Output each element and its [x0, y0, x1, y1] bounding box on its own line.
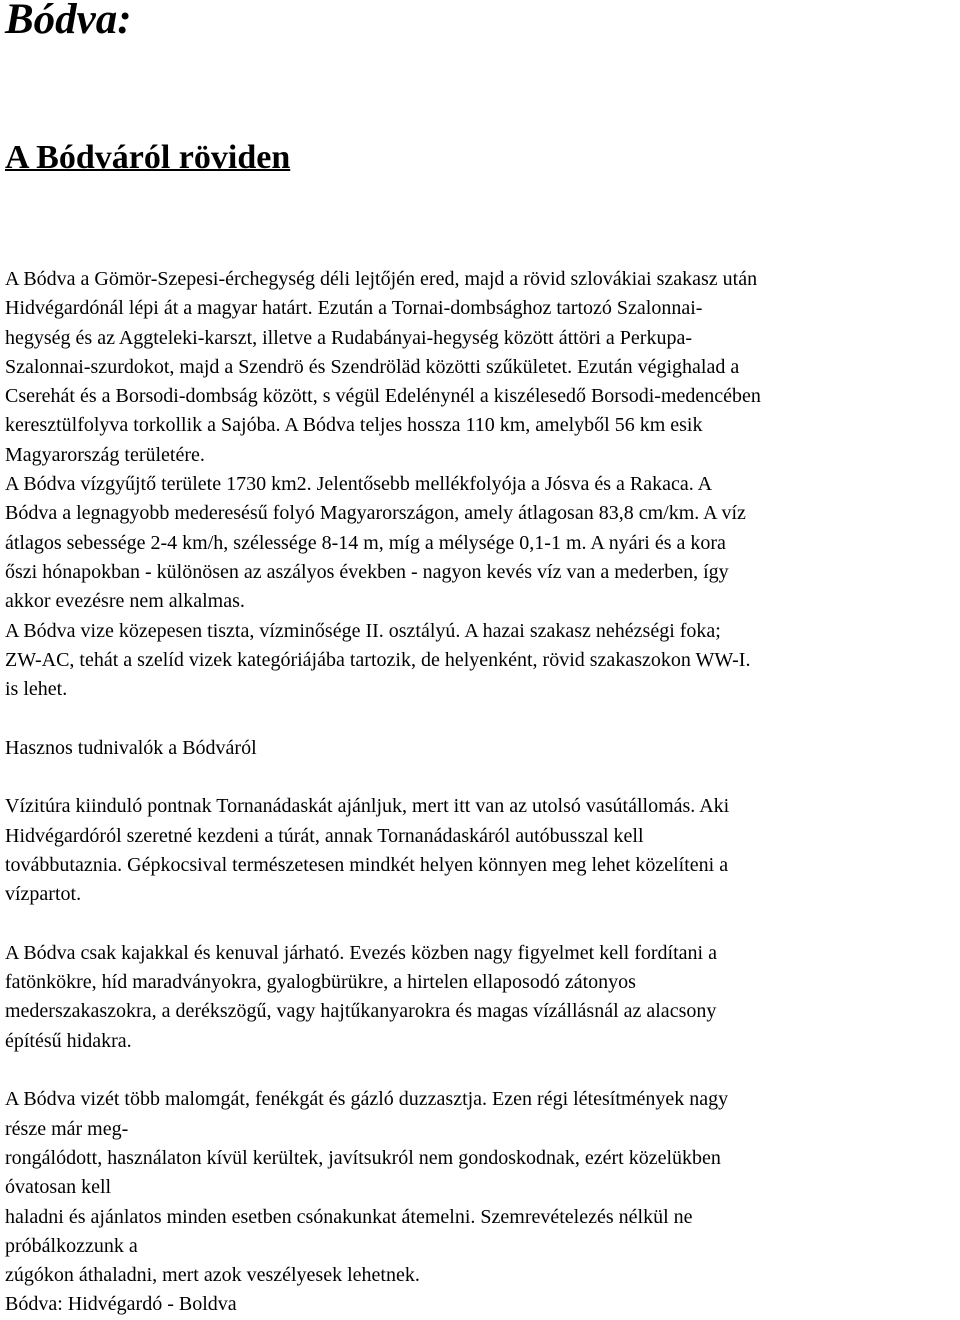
text-line: építésű hidakra.: [5, 1029, 132, 1052]
text-line: rongálódott, használaton kívül kerültek, javítsukról nem gondoskodnak, ezért közelükben: [5, 1146, 721, 1169]
text-line: Hidvégardónál lépi át a magyar határt. Ezután a Tornai-dombsághoz tartozó Szalonnai-: [5, 297, 703, 320]
text-line: Cserehát és a Borsodi-dombság között, s végül Edelénynél a kiszélesedő Borsodi-medencében: [5, 385, 761, 408]
text-line: keresztülfolyva torkollik a Sajóba. A Bódva teljes hossza 110 km, amelyből 56 km esik: [5, 414, 703, 437]
text-line: őszi hónapokban - különösen az aszályos években - nagyon kevés víz van a mederben, így: [5, 560, 729, 583]
text-line: része már meg-: [5, 1117, 129, 1140]
text-line: A Bódva vizét több malomgát, fenékgát és gázló duzzasztja. Ezen régi létesítmények nagy: [5, 1088, 729, 1111]
text-line: ZW-AC, tehát a szelíd vizek kategóriájába tartozik, de helyenként, rövid szakaszokon WW-I.: [5, 648, 751, 671]
text-line: A Bódva csak kajakkal és kenuval járható. Evezés közben nagy figyelmet kell fordítani a: [5, 941, 717, 964]
text-line: A Bódva vize közepesen tiszta, vízminősége II. osztályú. A hazai szakasz nehézségi foka;: [5, 619, 721, 642]
text-line: próbálkozzunk a: [5, 1234, 138, 1257]
text-line: is lehet.: [5, 678, 68, 701]
text-line: Hidvégardóról szeretné kezdeni a túrát, annak Tornanádaskáról autóbusszal kell: [5, 824, 644, 847]
text-line: A Bódva a Gömör-Szepesi-érchegység déli lejtőjén ered, majd a rövid szlovákiai szakasz után: [5, 268, 758, 290]
heading-text: Hasznos tudnivalók a Bódváról: [5, 736, 257, 759]
text-line: vízpartot.: [5, 883, 82, 906]
text-line: zúgókon áthaladni, mert azok veszélyesek lehetnek.: [5, 1264, 420, 1287]
useful-info-heading: [5, 734, 957, 763]
text-line: óvatosan kell: [5, 1176, 112, 1199]
text-line: Szalonnai-szurdokot, majd a Szendrö és Szendröläd közötti szűkületet. Ezután végighalad a: [5, 355, 740, 378]
text-line: Bódva a legnagyobb mederesésű folyó Magyarországon, amely átlagosan 83,8 cm/km. A víz: [5, 502, 746, 525]
document-body: [5, 265, 957, 1320]
text-line: átlagos sebessége 2-4 km/h, szélessége 8-14 m, míg a mélysége 0,1-1 m. A nyári és a kora: [5, 531, 726, 554]
text-line: mederszakaszokra, a derékszögű, vagy hajtűkanyarokra és magas vízállásnál az alacsony: [5, 1000, 717, 1023]
text-line: akkor evezésre nem alkalmas.: [5, 590, 245, 613]
text-line: hegység és az Aggteleki-karszt, illetve a Rudabányai-hegység között áttöri a Perkupa-: [5, 326, 692, 349]
intro-paragraph: [5, 265, 957, 704]
text-line: Magyarország területére.: [5, 443, 205, 466]
section-title: A Bódváról röviden: [5, 139, 291, 176]
paragraph-boats: [5, 939, 957, 1056]
page-title: Bódva:: [5, 0, 132, 43]
text-line: A Bódva vízgyűjtő területe 1730 km2. Jelentősebb mellékfolyója a Jósva és a Rakaca. A: [5, 473, 713, 496]
route-line: Bódva: Hidvégardó - Boldva: [5, 1293, 237, 1316]
text-line: haladni és ajánlatos minden esetben csónakunkat átemelni. Szemrevételezés nélkül ne: [5, 1205, 693, 1228]
text-line: fatönkökre, híd maradványokra, gyalogbürükre, a hirtelen ellaposodó zátonyos: [5, 971, 636, 994]
text-line: továbbutaznia. Gépkocsival természetesen mindkét helyen könnyen meg lehet közelíteni a: [5, 853, 729, 876]
text-line: Vízitúra kiinduló pontnak Tornanádaskát ajánljuk, mert itt van az utolsó vasútállomás. Aki: [5, 795, 730, 818]
paragraph-start-point: [5, 792, 957, 909]
paragraph-weirs: [5, 1085, 957, 1319]
